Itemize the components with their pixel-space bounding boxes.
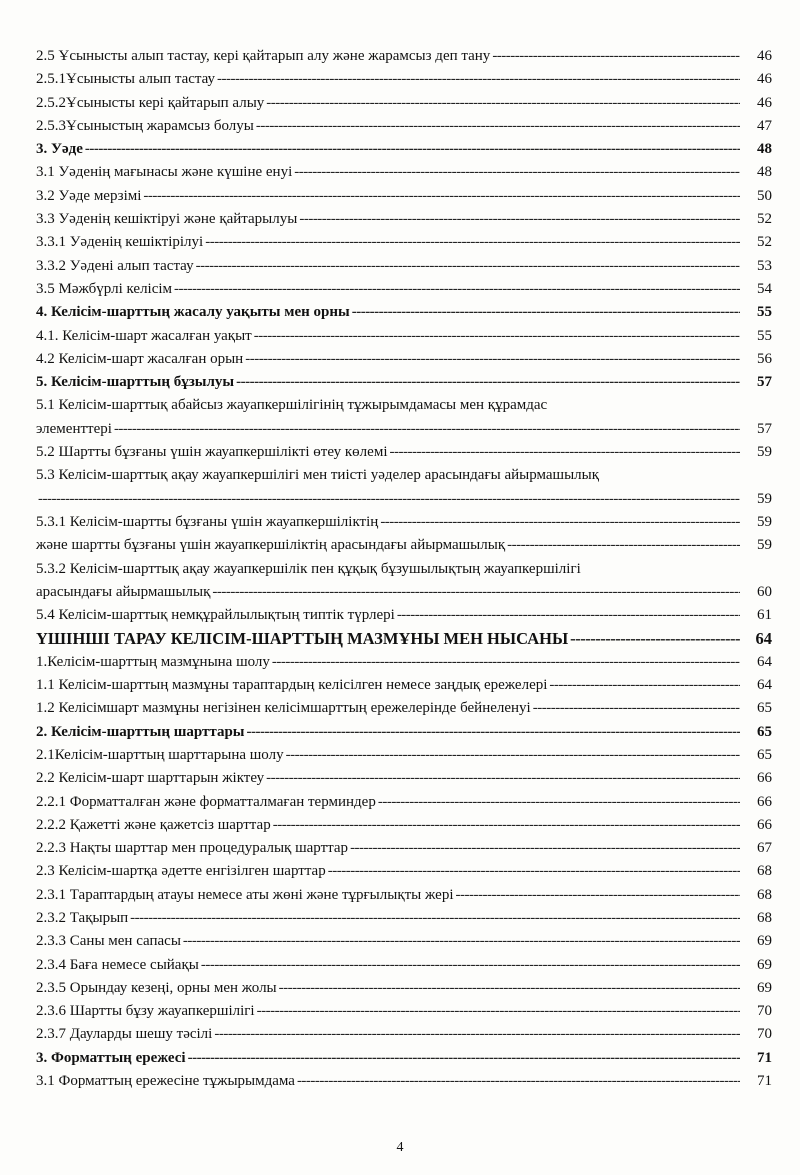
toc-entry-text: 2. Келісім-шарттың шарттары: [36, 723, 245, 740]
toc-entry: [36, 68, 772, 91]
toc-entry-text: 1.1 Келісім-шарттың мазмұны тараптардың келісілген немесе заңдық ережелері: [36, 677, 548, 694]
toc-entry-text: 2.2 Келісім-шарт шарттарын жіктеу: [36, 770, 265, 787]
toc-entry: [36, 977, 772, 1000]
toc-entry: [36, 814, 772, 837]
toc-entry-text: 3.1 Форматтың ережесіне тұжырымдама: [36, 1073, 295, 1090]
toc-page-number: 68: [757, 909, 772, 926]
toc-entry: [36, 278, 772, 301]
toc-page-number: 52: [757, 234, 772, 251]
toc-entry: [36, 907, 772, 930]
toc-page-number: 46: [757, 71, 772, 88]
dot-leader: [143, 185, 740, 208]
toc-entry: [36, 954, 772, 977]
toc-entry: [36, 441, 772, 464]
toc-entry-text: 1.2 Келісімшарт мазмұны негізінен келісімшарттың ережелерінде бейнеленуі: [36, 700, 531, 717]
dot-leader: [201, 954, 740, 977]
toc-entry-text-continued: элементтері: [36, 420, 112, 437]
toc-section: [36, 138, 772, 161]
dot-leader: [570, 627, 740, 650]
toc-entry-text: 4.1. Келісім-шарт жасалған уақыт: [36, 327, 252, 344]
toc-page-number: 70: [757, 1003, 772, 1020]
dot-leader: [188, 1047, 740, 1070]
dot-leader: [247, 721, 740, 744]
dot-leader: [507, 534, 740, 557]
toc-entry: [36, 558, 772, 605]
dot-leader: [114, 418, 740, 441]
toc-page-number: 71: [757, 1049, 772, 1066]
dot-leader: [205, 231, 740, 254]
toc-page-number: 65: [757, 723, 772, 740]
toc-entry: [36, 1023, 772, 1046]
toc-page-number: 47: [757, 117, 772, 134]
toc-page-number: 64: [757, 677, 772, 694]
toc-page-number: 55: [757, 327, 772, 344]
toc-entry-text: 5.4 Келісім-шарттық немқұрайлылықтың типтік түрлері: [36, 607, 395, 624]
dot-leader: [38, 488, 740, 511]
page-number: 4: [396, 1140, 404, 1155]
toc-section: [36, 301, 772, 324]
toc-entry: [36, 92, 772, 115]
toc-entry-text: 2.3 Келісім-шартқа әдетте енгізілген шарттар: [36, 863, 326, 880]
toc-entry-text: 3.1 Уәденің мағынасы және күшіне енуі: [36, 164, 293, 181]
toc-entry: [36, 697, 772, 720]
toc-entry-text: 2.5.2Ұсынысты кері қайтарып алыу: [36, 94, 265, 111]
toc-entry: [36, 325, 772, 348]
dot-leader: [254, 325, 740, 348]
dot-leader: [549, 674, 740, 697]
toc-page-number: 71: [757, 1073, 772, 1090]
toc-entry: [36, 930, 772, 953]
toc-page-number: 46: [757, 94, 772, 111]
dot-leader: [245, 348, 740, 371]
toc-page-number: 65: [757, 746, 772, 763]
toc-entry-text: 2.3.7 Дауларды шешу тәсілі: [36, 1026, 213, 1043]
toc-entry-text: 3.3.1 Уәденің кешіктірілуі: [36, 234, 204, 251]
toc-entry-text: 2.3.5 Орындау кезеңі, орны мен жолы: [36, 979, 277, 996]
dot-leader: [279, 977, 740, 1000]
toc-entry: [36, 394, 772, 441]
dot-leader: [380, 511, 740, 534]
toc-entry-text: 4. Келісім-шарттың жасалу уақыты мен орны: [36, 304, 350, 321]
dot-leader: [196, 255, 740, 278]
toc-entry-text: 3.5 Мәжбүрлі келісім: [36, 280, 173, 297]
toc-page-number: 66: [757, 770, 772, 787]
dot-leader: [297, 1070, 740, 1093]
toc-entry: [36, 348, 772, 371]
toc-entry: [36, 884, 772, 907]
toc-entry: [36, 837, 772, 860]
toc-entry: [36, 1070, 772, 1093]
dot-leader: [397, 604, 740, 627]
toc-page-number: 68: [757, 886, 772, 903]
dot-leader: [217, 68, 740, 91]
table-of-contents: [36, 45, 772, 1093]
dot-leader: [257, 1000, 740, 1023]
toc-entry-text: 3.3.2 Уәдені алып тастау: [36, 257, 194, 274]
dot-leader: [174, 278, 740, 301]
toc-entry: [36, 604, 772, 627]
toc-page-number: 57: [757, 420, 772, 437]
toc-entry-text: 2.2.2 Қажетті және қажетсіз шарттар: [36, 816, 271, 833]
toc-page-number: 59: [757, 537, 772, 554]
toc-page-number: 48: [757, 164, 772, 181]
toc-page-number: 64: [757, 653, 772, 670]
toc-page-number: 59: [757, 490, 772, 507]
toc-entry-text: 5.1 Келісім-шарттық абайсыз жауапкершілігінің тұжырымдамасы мен құрамдас: [36, 397, 548, 414]
toc-page-number: 57: [757, 374, 772, 391]
toc-section: [36, 371, 772, 394]
toc-entry: [36, 231, 772, 254]
dot-leader: [266, 92, 740, 115]
toc-page-number: 69: [757, 933, 772, 950]
toc-page-number: 52: [757, 211, 772, 228]
toc-page-number: 56: [757, 350, 772, 367]
toc-entry: [36, 534, 772, 557]
toc-page-number: 59: [757, 444, 772, 461]
toc-entry-text: 2.1Келісім-шарттың шарттарына шолу: [36, 746, 284, 763]
toc-entry-text: 2.3.1 Тараптардың атауы немесе аты жөні және тұрғылықты жері: [36, 886, 454, 903]
toc-page-number: 53: [757, 257, 772, 274]
toc-entry: [36, 185, 772, 208]
dot-leader: [294, 161, 740, 184]
toc-page-number: 48: [757, 141, 772, 158]
toc-entry: [36, 45, 772, 68]
toc-entry: [36, 161, 772, 184]
dot-leader: [328, 860, 740, 883]
toc-entry-text: және шартты бұзғаны үшін жауапкершіліктің арасындағы айырмашылық: [36, 537, 506, 554]
dot-leader: [85, 138, 740, 161]
dot-leader: [273, 814, 740, 837]
toc-entry: [36, 255, 772, 278]
dot-leader: [299, 208, 740, 231]
toc-entry: [36, 860, 772, 883]
toc-entry-text: 3. Форматтың ережесі: [36, 1049, 186, 1066]
toc-entry-text: 3.2 Уәде мерзімі: [36, 187, 142, 204]
toc-entry-text: 2.2.3 Нақты шарттар мен процедуралық шарттар: [36, 840, 349, 857]
dot-leader: [272, 651, 740, 674]
dot-leader: [456, 884, 741, 907]
toc-entry: [36, 674, 772, 697]
dot-leader: [266, 767, 740, 790]
toc-entry-text: 3.3 Уәденің кешіктіруі және қайтарылуы: [36, 211, 298, 228]
toc-page-number: 59: [757, 513, 772, 530]
toc-entry-text: 2.3.3 Саны мен сапасы: [36, 933, 181, 950]
toc-page-number: 69: [757, 956, 772, 973]
toc-entry-text: 5. Келісім-шарттың бұзылуы: [36, 374, 235, 391]
dot-leader: [389, 441, 740, 464]
dot-leader: [183, 930, 740, 953]
toc-page-number: 69: [757, 979, 772, 996]
toc-section: [36, 721, 772, 744]
toc-entry-text: 3. Уәде: [36, 141, 83, 158]
dot-leader: [350, 837, 740, 860]
toc-page-number: 55: [757, 304, 772, 321]
toc-chapter: [36, 627, 772, 650]
toc-page-number: 66: [757, 793, 772, 810]
toc-entry-text: 5.3 Келісім-шарттық ақау жауапкершілігі мен тиісті уәделер арасындағы айырмашылық: [36, 467, 600, 484]
toc-section: [36, 1047, 772, 1070]
toc-page-number: 64: [755, 629, 772, 649]
toc-page-number: 70: [757, 1026, 772, 1043]
toc-page-number: 54: [757, 280, 772, 297]
dot-leader: [212, 581, 740, 604]
toc-entry: [36, 115, 772, 138]
dot-leader: [492, 45, 740, 68]
toc-page-number: 61: [757, 607, 772, 624]
toc-entry-text: 2.5 Ұсынысты алып тастау, кері қайтарып алу және жарамсыз деп тану: [36, 48, 491, 64]
dot-leader: [352, 301, 740, 324]
toc-page-number: 68: [757, 863, 772, 880]
toc-entry-text: 1.Келісім-шарттың мазмұнына шолу: [36, 653, 270, 670]
toc-page-number: 66: [757, 816, 772, 833]
toc-entry: [36, 1000, 772, 1023]
toc-entry-text: 5.3.2 Келісім-шарттық ақау жауапкершілік пен құқық бұзушылықтың жауапкершілігі: [36, 560, 581, 577]
toc-entry-text: 2.5.1Ұсынысты алып тастау: [36, 71, 216, 88]
toc-entry-text: 5.2 Шартты бұзғаны үшін жауапкершілікті өтеу көлемі: [36, 444, 388, 461]
toc-entry: [36, 464, 772, 511]
toc-entry-text: 2.5.3Ұсыныстың жарамсыз болуы: [36, 117, 254, 134]
toc-entry-text: 2.3.4 Баға немесе сыйақы: [36, 956, 199, 973]
toc-page-number: 50: [757, 187, 772, 204]
dot-leader: [256, 115, 740, 138]
toc-entry: [36, 651, 772, 674]
toc-page-number: 67: [757, 840, 772, 857]
toc-entry: [36, 791, 772, 814]
toc-entry: [36, 744, 772, 767]
dot-leader: [286, 744, 740, 767]
toc-page-number: 65: [757, 700, 772, 717]
toc-entry-text: 4.2 Келісім-шарт жасалған орын: [36, 350, 244, 367]
dot-leader: [130, 907, 740, 930]
toc-page-number: 46: [757, 48, 772, 64]
toc-entry-text: 2.3.6 Шартты бұзу жауапкершілігі: [36, 1003, 255, 1020]
toc-entry-text-continued: арасындағы айырмашылық: [36, 583, 211, 600]
dot-leader: [214, 1023, 740, 1046]
toc-entry: [36, 767, 772, 790]
dot-leader: [533, 697, 740, 720]
toc-entry-text: 2.3.2 Тақырып: [36, 909, 129, 926]
toc-page-number: 60: [757, 583, 772, 600]
toc-entry-text: ҮШІНШІ ТАРАУ КЕЛІСІМ-ШАРТТЫҢ МАЗМҰНЫ МЕН НЫСАНЫ: [36, 629, 569, 649]
dot-leader: [378, 791, 740, 814]
dot-leader: [236, 371, 740, 394]
toc-entry: [36, 208, 772, 231]
toc-entry: [36, 511, 772, 534]
toc-entry-text: 2.2.1 Форматталған және форматталмаған терминдер: [36, 793, 376, 810]
toc-entry-text: 5.3.1 Келісім-шартты бұзғаны үшін жауапкершіліктің: [36, 513, 379, 530]
